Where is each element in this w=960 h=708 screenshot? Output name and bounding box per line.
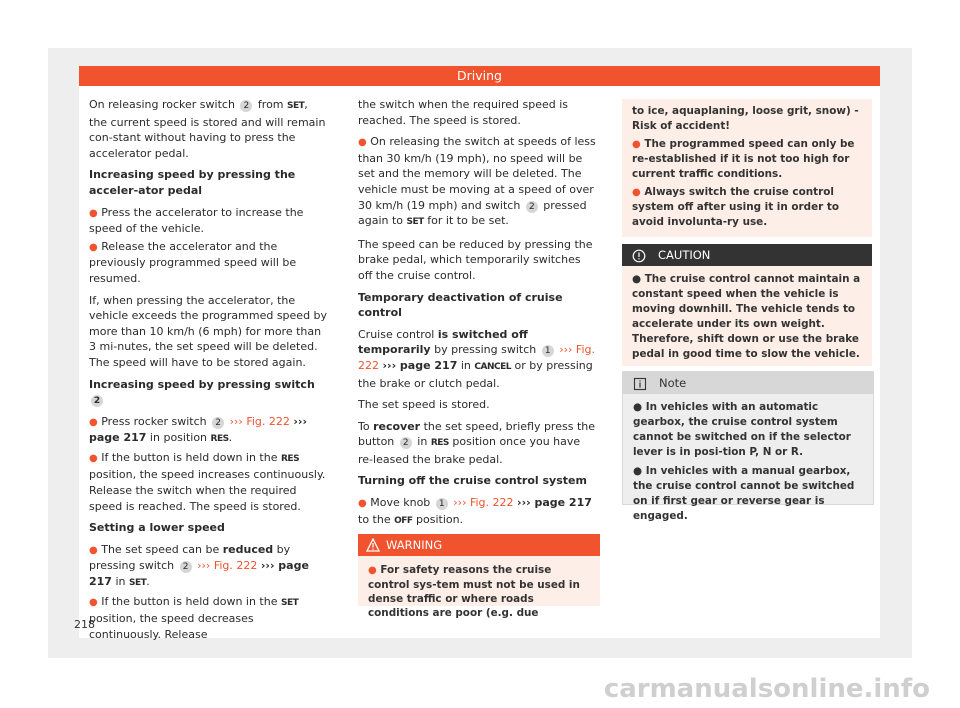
callout-number: 2 [91, 395, 103, 407]
note-title: Note [659, 376, 687, 390]
subheading: Increasing speed by pressing switch 2 [89, 377, 315, 407]
page-number: 218 [74, 618, 95, 631]
switch-symbol: RES [280, 453, 300, 464]
note-bullet: ● In vehicles with a manual gearbox, the cruise control cannot be switched on if first gear or reverse gear is engaged. [633, 465, 855, 522]
note-text [623, 394, 873, 524]
callout-number: 2 [526, 201, 538, 213]
switch-symbol: SET [406, 217, 424, 228]
callout-number: 1 [542, 345, 554, 357]
bullet-item: ● Move knob 1 ››› Fig. 222 ››› page 217 to the OFF position. [358, 496, 592, 526]
bullet-icon: ● [89, 596, 98, 608]
subheading: Increasing speed by pressing the acceler-ator pedal [89, 168, 296, 197]
paragraph: The set speed is stored. [358, 398, 490, 412]
figure-link[interactable]: ››› Fig. 222 [358, 343, 595, 372]
bullet-icon: ● [633, 401, 643, 413]
switch-symbol: RES [430, 438, 449, 449]
page-background [48, 48, 912, 658]
exclamation-circle-icon [632, 248, 646, 270]
caution-header [622, 244, 872, 266]
section-header: Driving [79, 66, 880, 86]
warning-box [358, 534, 600, 619]
paragraph: Cruise control is switched off temporarily by pressing switch 1 ››› Fig. 222 ››› page 217 in CANCEL or by pressing the brake or clutch pedal. [358, 327, 595, 390]
warning-triangle-icon [366, 537, 380, 559]
callout-number: 2 [400, 437, 412, 449]
bullet-icon: ● [89, 416, 98, 428]
switch-symbol: SET [129, 578, 147, 589]
bullet-item: ● Release the accelerator and the previously programmed speed will be resumed. [89, 239, 297, 285]
note-bullet: ● In vehicles with an automatic gearbox, the cruise control system cannot be switched on if the selector lever is in posi-tion P, N or R. [633, 401, 851, 458]
paragraph: If, when pressing the accelerator, the vehicle exceeds the programmed speed by more than 10 km/h (6 mph) for more than 3 mi-nutes, the set speed will be deleted. The speed will have to be stored again. [89, 293, 328, 369]
column-left [89, 97, 329, 648]
bullet-icon: ● [89, 544, 98, 556]
warning-continued-text: to ice, aquaplaning, loose grit, snow) - Risk of accident! [632, 105, 859, 132]
bullet-icon: ● [368, 565, 377, 576]
warning-text: ● For safety reasons the cruise control sys-tem must not be used in dense traffic or where roads conditions are poor (e.g. due [368, 564, 580, 619]
warning-bullet: ● The programmed speed can only be re-established if it is not too high for current traffic conditions. [632, 138, 855, 180]
bullet-item: ● Press the accelerator to increase the speed of the vehicle. [89, 205, 304, 236]
bullet-item: ● On releasing the switch at speeds of less than 30 km/h (19 mph), no speed will be set and the memory will be deleted. The vehicle must be moving at a speed of over 30 km/h (19 mph) and switch 2 pressed again to SET for it to be set. [358, 135, 596, 228]
note-box [622, 371, 874, 522]
column-middle [358, 97, 598, 535]
bullet-item: ● The set speed can be reduced by pressing switch 2 ››› Fig. 222 ››› page 217 in SET. [89, 542, 309, 589]
switch-symbol: SET [280, 597, 299, 608]
subheading: Turning off the cruise control system [358, 474, 587, 488]
bullet-icon: ● [89, 241, 98, 253]
watermark-logo: carmanualsonline.info [603, 674, 930, 704]
bullet-item: ● Press rocker switch 2 ››› Fig. 222 ››› page 217 in position RES. [89, 414, 307, 445]
switch-symbol: OFF [394, 515, 413, 526]
warning-continued-box [622, 99, 872, 237]
bullet-icon: ● [632, 273, 642, 285]
bullet-item: ● If the button is held down in the SET position, the speed decreases continuously. Release [89, 594, 299, 641]
bullet-icon: ● [358, 498, 367, 510]
figure-link[interactable]: ››› Fig. 222 [229, 414, 290, 428]
page-link[interactable]: ››› page 217 [89, 559, 309, 589]
caution-title: CAUTION [658, 248, 711, 262]
page-link[interactable]: ››› page 217 [89, 414, 307, 445]
switch-symbol: RES [210, 434, 229, 445]
paragraph: the switch when the required speed is reached. The speed is stored. [358, 98, 569, 127]
warning-bullet: ● Always switch the cruise control system off after using it in order to avoid involunta-ry use. [632, 186, 839, 228]
paragraph: To recover the set speed, briefly press the button 2 in RES position once you have re-leased the brake pedal. [358, 419, 595, 466]
callout-number: 2 [180, 561, 192, 573]
note-header [623, 372, 873, 394]
page-link[interactable]: ››› page 217 [517, 496, 592, 510]
switch-symbol: SET [287, 101, 305, 111]
subheading: Temporary deactivation of cruise control [358, 290, 563, 320]
callout-number: 2 [240, 100, 252, 112]
info-icon [633, 376, 647, 398]
bullet-icon: ● [89, 207, 98, 219]
bullet-icon: ● [632, 139, 641, 150]
caution-box [622, 244, 872, 366]
figure-link[interactable]: ››› Fig. 222 [197, 559, 258, 573]
warning-header [358, 534, 600, 556]
subheading: Setting a lower speed [89, 521, 225, 535]
page-link[interactable]: ››› page 217 [382, 358, 458, 372]
bullet-icon: ● [89, 452, 98, 464]
callout-number: 2 [212, 417, 224, 429]
paragraph: On releasing rocker switch 2 from SET, the current speed is stored and will remain con-stant without having to press the accelerator pedal. [89, 98, 326, 160]
warning-title: WARNING [386, 538, 443, 552]
figure-link[interactable]: ››› Fig. 222 [453, 496, 514, 510]
bullet-icon: ● [632, 187, 641, 198]
callout-number: 1 [436, 498, 448, 510]
bullet-icon: ● [633, 465, 643, 477]
paragraph: The speed can be reduced by pressing the brake pedal, which temporarily switches off the cruise control. [358, 237, 593, 282]
bullet-item: ● If the button is held down in the RES position, the speed increases continuously. Release the switch when the required speed is reached. The speed is stored. [89, 450, 326, 513]
switch-symbol: CANCEL [474, 361, 511, 372]
manual-page [79, 66, 880, 641]
bullet-icon: ● [358, 137, 367, 149]
caution-text: ● The cruise control cannot maintain a constant speed when the vehicle is moving downhill. The vehicle tends to accelerate under its own weight. Therefore, shift down or use the brake pedal in good time to slow the vehicle. [632, 273, 861, 360]
